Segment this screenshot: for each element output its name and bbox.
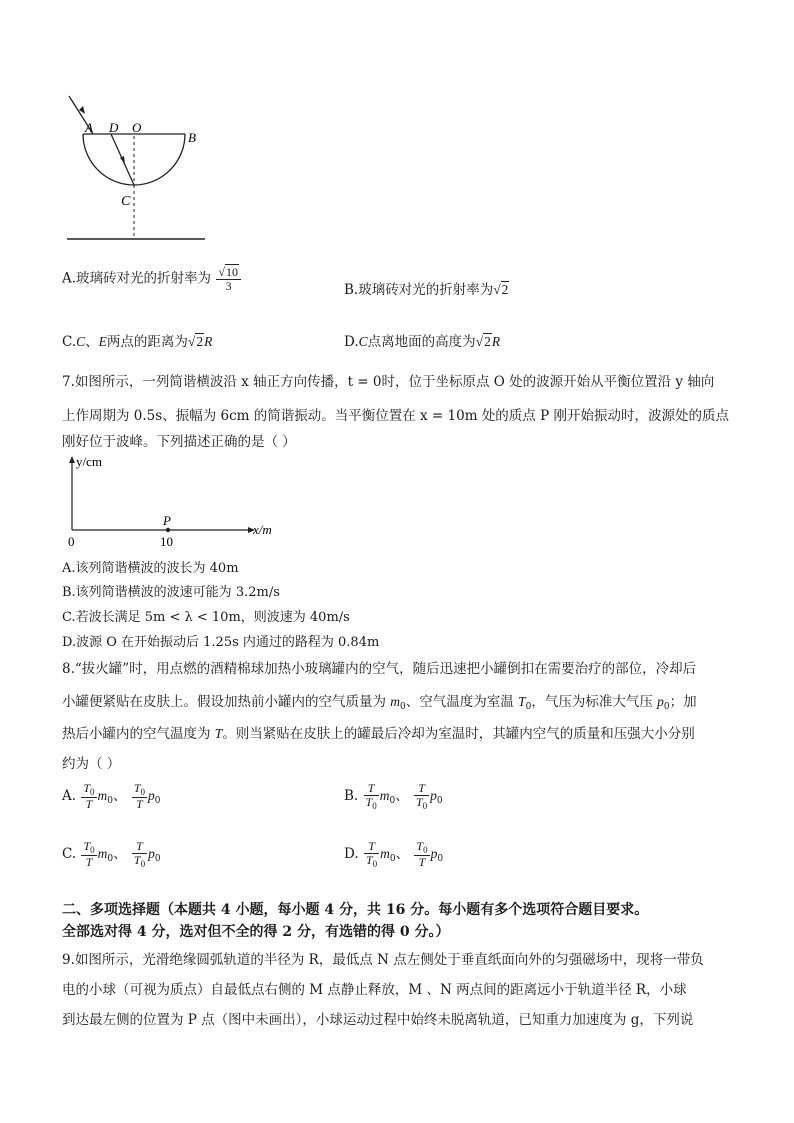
q6-option-d: D.C点离地面的高度为√2R <box>344 334 501 350</box>
q8-c-p: p <box>148 846 155 862</box>
q8-c-f2-den: T <box>133 852 141 867</box>
q8-c-m-sub: 0 <box>107 854 114 865</box>
q6-b-root: 2 <box>501 282 509 297</box>
q8-d-p-sub: 0 <box>437 854 444 865</box>
section-2-heading-line-1: 二、多项选择题（本题共 4 小题，每小题 4 分，共 16 分。每小题有多个选项符合题目要求。 <box>62 902 649 918</box>
q8-d-frac1 <box>364 840 379 869</box>
q8-d-f2-num: T <box>416 839 424 853</box>
q8-a-f1-num-sub: 0 <box>90 787 95 797</box>
q9-line-1: 9.如图所示，光滑绝缘圆弧轨道的半径为 R，最低点 N 点左侧处于垂直纸面向外的匀强磁场中，现将一带负 <box>62 952 704 968</box>
q8-m0-sub: 0 <box>400 702 406 712</box>
q6-d-var1: C <box>358 334 368 349</box>
q8-d-sep: 、 <box>395 846 410 863</box>
q8-option-d <box>344 840 443 869</box>
q8-b-frac1 <box>364 782 379 811</box>
q8-b-sep: 、 <box>395 788 409 805</box>
q8-c-f1-den: T <box>85 855 93 870</box>
q8-a-p-sub: 0 <box>154 796 161 807</box>
q8-d-f1-num: T <box>364 840 379 854</box>
q7-line-2: 上作周期为 0.5s、振幅为 6cm 的简谐振动。当平衡位置在 x = 10m 处的质点 P 刚开始振动时，波源处的质点 <box>62 408 729 424</box>
q8-a-f1-den: T <box>85 797 93 812</box>
y-axis-arrow <box>69 456 75 463</box>
q6-c-mid: 两点的距离为 <box>106 334 188 350</box>
q8-b-m-sub: 0 <box>389 796 396 807</box>
q8-m0: m <box>390 694 401 709</box>
q7-option-d: D.波源 O 在开始振动后 1.25s 内通过的路程为 0.84m <box>62 635 380 650</box>
q8-a-frac2 <box>132 782 147 811</box>
q8-b-f1-num: T <box>364 782 379 796</box>
q8-option-c <box>62 840 161 869</box>
q8-d-f2-num-sub: 0 <box>423 845 428 855</box>
q6-option-b-text: B.玻璃砖对光的折射率为 <box>344 282 494 298</box>
q8-a-m-sub: 0 <box>107 796 114 807</box>
q8-c-sep: 、 <box>113 846 127 863</box>
q8-b-f1-den-sub: 0 <box>372 800 377 811</box>
x-axis-label: x/m <box>253 522 272 537</box>
q8-line-4: 约为（ ） <box>62 756 121 772</box>
q8-line-3b: 。则当紧贴在皮肤上的罐最后冷却为室温时，其罐内空气的质量和压强大小分别 <box>222 726 695 742</box>
section-2-heading-line-2: 全部选对得 4 分，选对但不全的得 2 分，有选错的得 0 分。） <box>62 924 450 940</box>
origin-label: 0 <box>68 534 75 549</box>
y-axis-label: y/cm <box>76 454 102 469</box>
q8-c-m: m <box>97 846 108 862</box>
tick-10-label: 10 <box>160 534 173 549</box>
label-P: P <box>163 513 171 528</box>
q8-c-label: C. <box>62 846 77 863</box>
point-P <box>166 528 170 532</box>
q8-a-f2-num-sub: 0 <box>140 787 145 797</box>
q9-line-3: 到达最左侧的位置为 P 点（图中未画出），小球运动过程中始终未脱离轨道，已知重力加速度为 g，下列说 <box>62 1012 694 1028</box>
q6-c-var1: C <box>76 334 86 349</box>
q8-option-a <box>62 782 160 811</box>
q8-c-p-sub: 0 <box>154 854 161 865</box>
q8-p0-sub: 0 <box>663 702 670 712</box>
q8-option-b <box>344 782 443 811</box>
q8-d-m: m <box>380 846 390 862</box>
q8-a-frac1 <box>81 782 96 811</box>
q8-c-f2-den-sub: 0 <box>140 858 146 869</box>
q6-c-prefix: C. <box>62 334 77 350</box>
q8-b-p: p <box>430 788 437 804</box>
q8-line-2c: ，气压为标准大气压 <box>531 694 658 710</box>
q8-c-f2-num: T <box>132 840 147 854</box>
q8-line-2d: ；加 <box>669 694 697 710</box>
q8-c-f1-num: T <box>83 839 91 853</box>
label-O: O <box>132 120 142 135</box>
q8-d-frac2 <box>414 840 429 869</box>
q8-line-2 <box>62 690 697 712</box>
label-D: D <box>109 120 119 135</box>
figure-glass-brick <box>55 88 215 248</box>
q6-option-a-text: A.玻璃砖对光的折射率为 <box>62 270 212 287</box>
q8-b-label: B. <box>344 788 359 805</box>
q8-T0-sub: 0 <box>525 702 532 712</box>
q8-a-p: p <box>148 788 155 804</box>
q8-T: T <box>214 726 223 741</box>
q8-line-2b: 、空气温度为室温 <box>405 694 519 710</box>
q7-option-c: C.若波长满足 5m < λ < 10m，则波速为 40m/s <box>62 610 350 625</box>
q6-option-a-fraction: $\frac{√10}{3}$ <box>216 266 241 292</box>
q6-a-den: 3 <box>225 278 232 293</box>
q8-c-frac1 <box>81 840 96 869</box>
q6-c-var3: R <box>204 334 213 349</box>
q7-option-a: A.该列简谐横波的波长为 40m <box>62 561 239 576</box>
q6-d-mid: 点离地面的高度为 <box>367 334 476 350</box>
q8-d-label: D. <box>344 846 359 863</box>
q8-line-2a: 小罐便紧贴在皮肤上。假设加热前小罐内的空气质量为 <box>62 694 391 710</box>
q6-option-c: C.C、E两点的距离为√2R <box>62 334 213 350</box>
q9-line-2: 电的小球（可视为质点）自最低点右侧的 M 点静止释放，M 、N 两点间的距离远小于轨道半径 R，小球 <box>62 982 687 998</box>
q8-d-p: p <box>430 846 438 862</box>
q8-b-frac2 <box>414 782 429 811</box>
q8-a-f2-den: T <box>136 797 143 812</box>
q8-d-f1-den: T <box>365 852 373 867</box>
q8-line-3 <box>62 722 695 742</box>
q8-T0: T <box>518 694 526 709</box>
q8-b-f2-den-sub: 0 <box>422 800 428 811</box>
label-C: C <box>121 194 131 209</box>
q8-d-f2-den: T <box>418 855 426 870</box>
q8-d-m-sub: 0 <box>389 854 396 865</box>
q6-d-root: 2 <box>484 334 491 349</box>
q6-option-b: B.玻璃砖对光的折射率为√2 <box>344 282 509 298</box>
q6-option-a <box>62 266 242 292</box>
label-B: B <box>188 130 196 145</box>
label-A: A <box>85 120 93 135</box>
q8-a-f1-num: T <box>83 781 91 795</box>
q8-a-f2-num: T <box>133 781 141 795</box>
q8-c-f1-num-sub: 0 <box>90 845 95 855</box>
q6-d-var3: R <box>491 334 501 349</box>
q8-c-frac2 <box>132 840 147 869</box>
figure-wave-axes <box>60 452 290 552</box>
q6-c-var2: E <box>98 334 107 349</box>
q6-d-prefix: D. <box>344 334 359 350</box>
q8-b-f1-den: T <box>365 794 373 809</box>
q8-a-label: A. <box>62 788 77 805</box>
q8-a-sep: 、 <box>113 788 127 805</box>
q6-c-sep: 、 <box>85 334 99 350</box>
q8-line-3a: 热后小罐内的空气温度为 <box>62 726 215 742</box>
q8-a-m: m <box>97 788 108 804</box>
q6-c-root: 2 <box>196 334 204 349</box>
q8-p0: p <box>657 694 664 709</box>
q7-line-3: 刚好位于波峰。下列描述正确的是（ ） <box>62 434 296 450</box>
q8-b-m: m <box>379 788 390 804</box>
q8-d-f1-den-sub: 0 <box>372 858 378 869</box>
q8-b-p-sub: 0 <box>436 796 443 807</box>
q7-line-1: 7.如图所示，一列简谐横波沿 x 轴正方向传播，t = 0时，位于坐标原点 O 处的波源开始从平衡位置沿 y 轴向 <box>62 374 715 390</box>
q6-a-num: 10 <box>225 265 238 279</box>
semicircle-brick <box>83 134 185 185</box>
q7-option-b: B.该列简谐横波的波速可能为 3.2m/s <box>62 585 280 600</box>
q8-line-1: 8.“拔火罐”时，用点燃的酒精棉球加热小玻璃罐内的空气，随后迅速把小罐倒扣在需要治疗的部位，冷却后 <box>62 661 697 677</box>
q8-b-f2-den: T <box>415 794 423 809</box>
q8-b-f2-num: T <box>414 782 429 796</box>
